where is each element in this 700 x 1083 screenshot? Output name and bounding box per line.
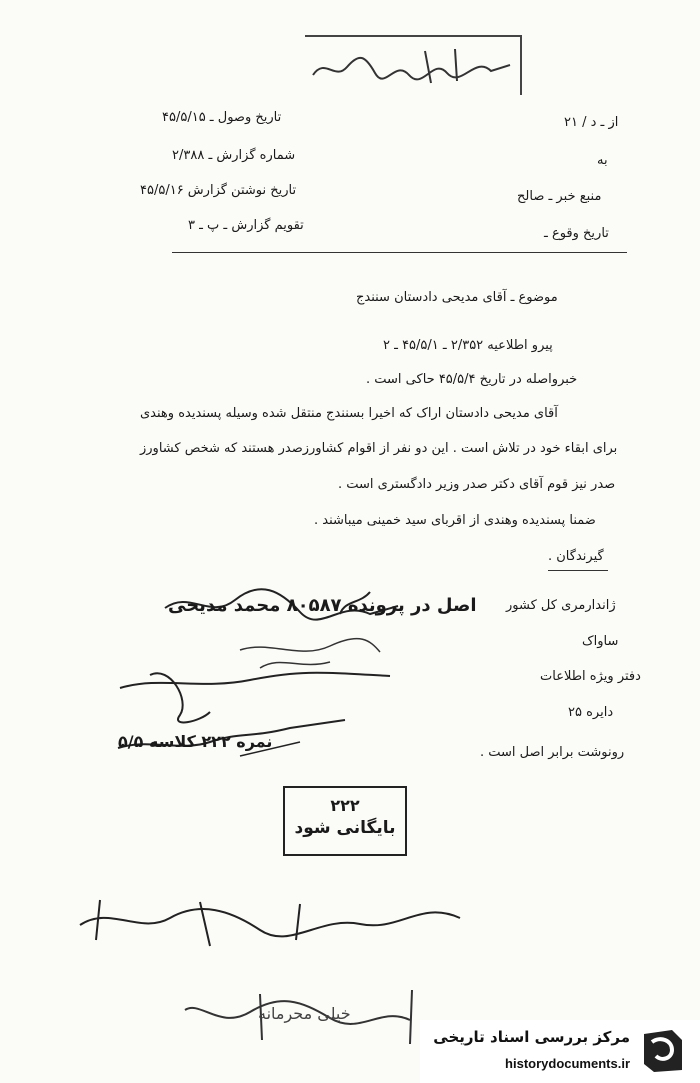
event-date-field: تاریخ وقوع ـ xyxy=(544,226,609,241)
reference-line: پیرو اطلاعیه ۲/۳۵۲ ـ ۴۵/۵/۱ ـ ۲ xyxy=(383,338,553,353)
archive-logo-icon xyxy=(638,1026,688,1076)
archive-stamp-text: بایگانی شود xyxy=(294,818,396,838)
body-line-3: برای ابقاء خود در تلاش است . این دو نفر از اقوام کشاورزصدر هستند که شخص کشاورز xyxy=(140,441,618,456)
handwritten-note-1: اصل در پرونده ۸۰۵۸۷ محمد مدیحی xyxy=(168,595,477,616)
from-field: از ـ د / ۲۱ xyxy=(564,115,619,130)
body-line-2: آقای مدیحی دادستان اراک که اخیرا بسنندج منتقل شده وسیله پسندیده وهندی xyxy=(140,406,558,421)
report-rating-field: تقویم گزارش ـ پ ـ ۳ xyxy=(188,218,304,233)
archive-watermark xyxy=(420,1020,700,1083)
body-line-4: صدر نیز قوم آقای دکتر صدر وزیر دادگستری است . xyxy=(338,477,616,492)
report-write-date-field: تاریخ نوشتن گزارش ۴۵/۵/۱۶ xyxy=(140,183,297,198)
recipient-item: ژاندارمری کل کشور xyxy=(506,598,616,613)
recipient-item: دفتر ویژه اطلاعات xyxy=(540,669,641,684)
source-field: منبع خبر ـ صالح xyxy=(517,189,602,204)
to-field: به xyxy=(597,153,608,168)
watermark-title: مرکز بررسی اسناد تاریخی xyxy=(433,1028,630,1046)
recipients-title: گیرندگان . xyxy=(548,549,604,564)
receipt-date-field: تاریخ وصول ـ ۴۵/۵/۱۵ xyxy=(162,110,282,125)
handwritten-note-2: نمره ۲۲۲ کلاسه ۵/۵ xyxy=(118,732,273,751)
archive-stamp-number: ۲۲۲ xyxy=(330,796,360,815)
body-line-5: ضمنا پسندیده وهندی از اقربای سید خمینی میباشند . xyxy=(314,513,596,528)
subject-line: موضوع ـ آقای مدیحی دادستان سنندج xyxy=(356,290,558,305)
copy-note: رونوشت برابر اصل است . xyxy=(480,745,625,760)
watermark-url: historydocuments.ir xyxy=(505,1056,630,1071)
body-line-1: خبرواصله در تاریخ ۴۵/۵/۴ حاکی است . xyxy=(366,372,578,387)
report-number-field: شماره گزارش ـ ۲/۳۸۸ xyxy=(172,148,296,163)
recipient-item: ساواک xyxy=(582,634,619,649)
recipient-item: دایره ۲۵ xyxy=(568,705,614,720)
bottom-classification-stamp: خیلی محرمانه xyxy=(258,1004,351,1023)
archive-stamp xyxy=(283,786,407,856)
